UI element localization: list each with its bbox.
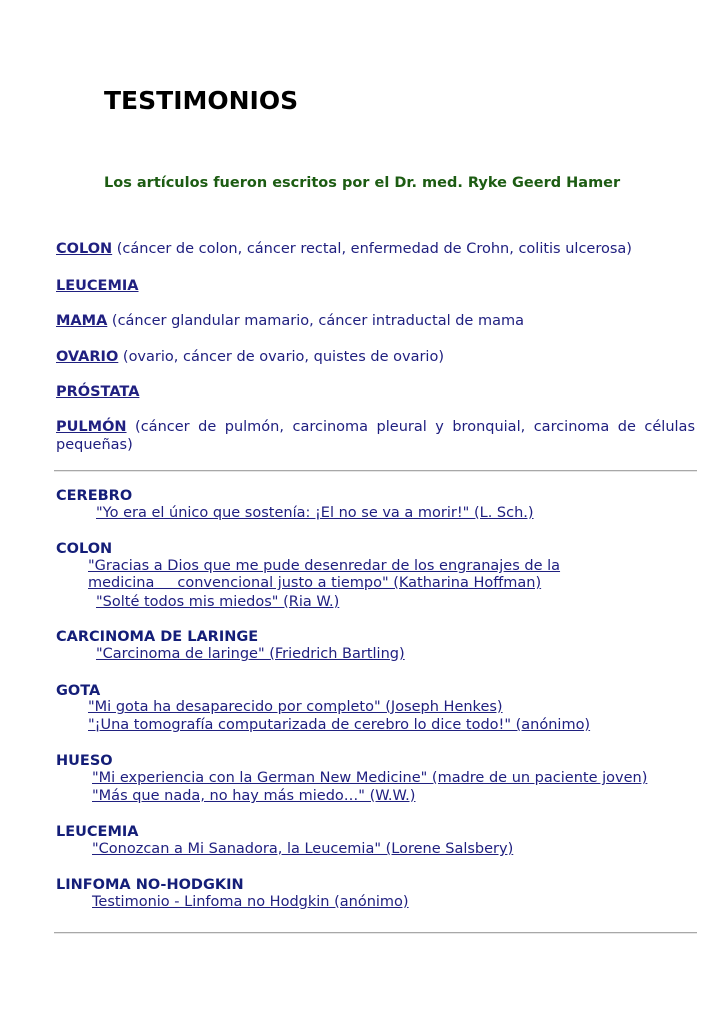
divider (54, 470, 697, 472)
topic-item-pulmon (56, 418, 695, 454)
testimonial-link[interactable]: "Yo era el único que sostenía: ¡El no se va a morir!" (L. Sch.) (96, 505, 534, 521)
testimonial-group-colon (56, 540, 706, 610)
topic-item-prostata (56, 383, 695, 401)
topic-desc: (ovario, cáncer de ovario, quistes de ovario) (118, 349, 444, 365)
testimonial-group-cerebro (56, 487, 706, 521)
topic-desc: (cáncer glandular mamario, cáncer intraductal de mama (107, 313, 524, 329)
testimonial-link[interactable]: Testimonio - Linfoma no Hodgkin (anónimo) (92, 894, 409, 910)
testimonial-group-hueso (56, 752, 706, 804)
testimonial-link[interactable]: "¡Una tomografía computarizada de cerebro lo dice todo!" (anónimo) (88, 717, 591, 733)
testimonial-heading: LINFOMA NO-HODGKIN (56, 877, 244, 893)
topic-link-prostata[interactable]: PRÓSTATA (56, 384, 140, 400)
topic-item-colon (56, 240, 695, 258)
subtitle: Los artículos fueron escritos por el Dr. med. Ryke Geerd Hamer (104, 175, 621, 191)
topic-link-colon[interactable]: COLON (56, 241, 113, 257)
testimonial-heading: GOTA (56, 683, 101, 699)
topic-link-mama[interactable]: MAMA (56, 313, 108, 329)
testimonial-link[interactable]: "Mi gota ha desaparecido por completo" (Joseph Henkes) (88, 699, 503, 715)
page-title: TESTIMONIOS (104, 86, 299, 115)
testimonial-link[interactable]: "Más que nada, no hay más miedo…" (W.W.) (92, 788, 416, 804)
testimonial-group-linfoma (56, 876, 706, 910)
testimonial-heading: COLON (56, 541, 113, 557)
testimonial-heading: LEUCEMIA (56, 824, 139, 840)
testimonial-link[interactable]: "Mi experiencia con la German New Medicine" (madre de un paciente joven) (92, 770, 648, 786)
testimonial-link[interactable]: "Gracias a Dios que me pude desenredar de los engranajes de la (88, 558, 561, 574)
divider (54, 932, 697, 934)
testimonial-group-gota (56, 682, 706, 733)
topic-link-ovario[interactable]: OVARIO (56, 349, 119, 365)
testimonial-link[interactable]: "Solté todos mis miedos" (Ria W.) (96, 594, 340, 610)
testimonial-link[interactable]: "Conozcan a Mi Sanadora, la Leucemia" (Lorene Salsbery) (92, 841, 514, 857)
testimonial-link[interactable]: "Carcinoma de laringe" (Friedrich Bartling) (96, 646, 405, 662)
topic-desc: (cáncer de colon, cáncer rectal, enfermedad de Crohn, colitis ulcerosa) (112, 241, 632, 257)
topic-item-ovario (56, 348, 695, 366)
topic-item-mama (56, 312, 695, 330)
topic-link-leucemia[interactable]: LEUCEMIA (56, 278, 139, 294)
topic-item-leucemia (56, 277, 695, 295)
topic-link-pulmon[interactable]: PULMÓN (56, 419, 127, 435)
testimonial-heading: CARCINOMA DE LARINGE (56, 629, 259, 645)
testimonial-heading: CEREBRO (56, 488, 133, 504)
topic-desc: (cáncer de pulmón, carcinoma pleural y bronquial, carcinoma de células pequeñas) (56, 419, 695, 453)
testimonial-link[interactable]: medicina convencional justo a tiempo" (Katharina Hoffman) (88, 575, 542, 591)
testimonial-heading: HUESO (56, 753, 113, 769)
testimonial-group-leucemia (56, 823, 706, 857)
testimonial-group-laringe (56, 628, 706, 662)
